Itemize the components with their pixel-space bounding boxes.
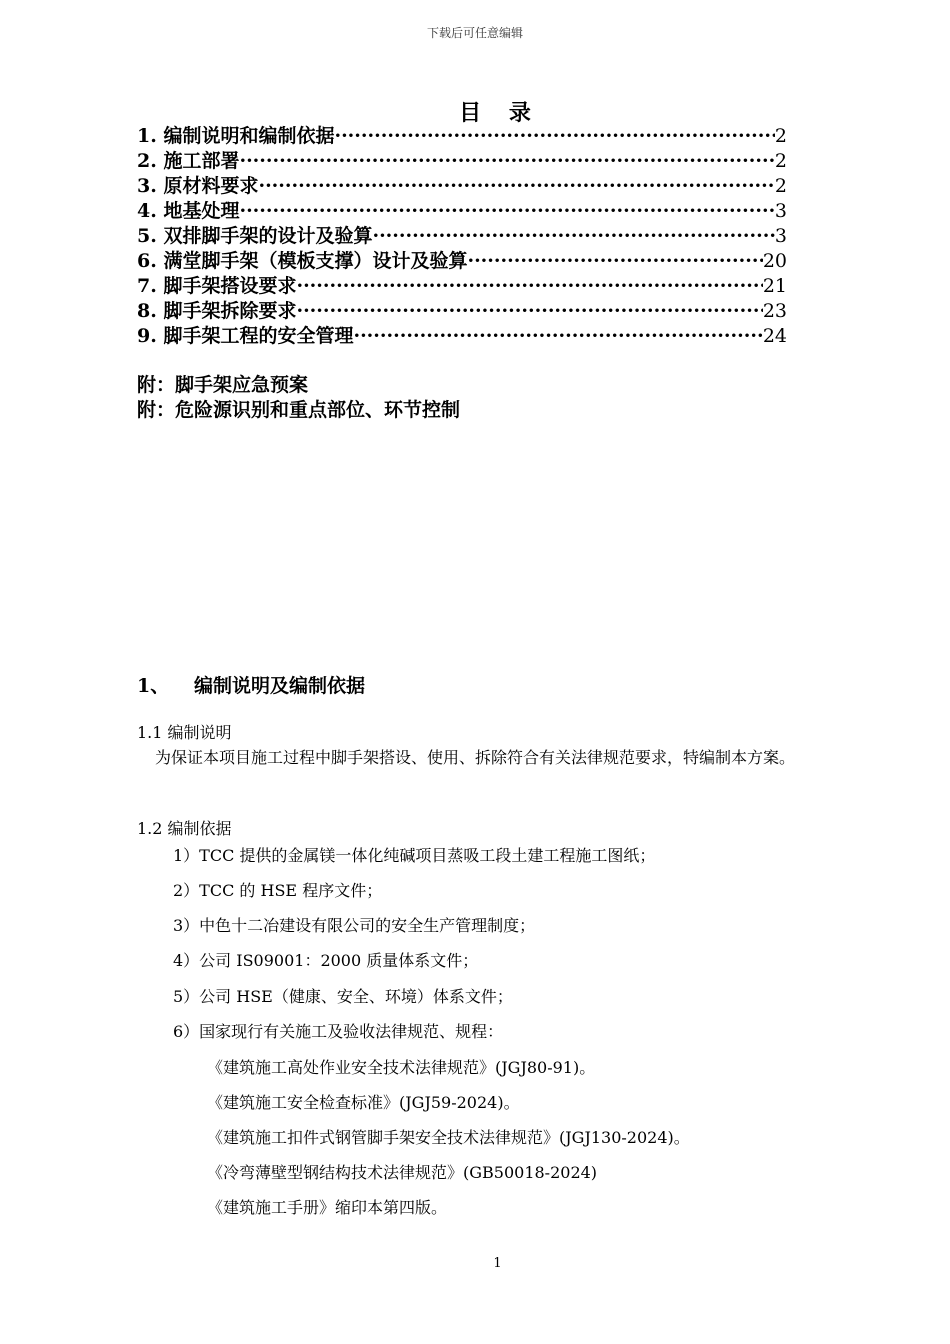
toc-entry-page: 3: [774, 200, 787, 222]
section-title: 编制说明及编制依据: [194, 675, 366, 697]
toc-entry[interactable]: [137, 274, 787, 299]
toc-leader-dots: [334, 124, 774, 149]
toc-entry[interactable]: [137, 324, 787, 349]
basis-item: 4）公司 IS09001：2000 质量体系文件；: [173, 951, 479, 970]
toc-entry-label: 4. 地基处理: [137, 200, 240, 222]
appendix-item: 附：脚手架应急预案: [137, 374, 309, 396]
toc-leader-dots: [296, 299, 762, 324]
basis-item: 3）中色十二冶建设有限公司的安全生产管理制度；: [173, 916, 536, 935]
toc-entry-label: 7. 脚手架搭设要求: [137, 275, 297, 297]
subsection-2-title: 1.2 编制依据: [137, 819, 232, 838]
toc-entry-label: 5. 双排脚手架的设计及验算: [137, 225, 373, 247]
toc-entry-page: 3: [774, 225, 787, 247]
toc-leader-dots: [296, 274, 762, 299]
toc-entry-page: 2: [774, 125, 787, 147]
appendix-list: [137, 373, 460, 423]
toc-entry-page: 24: [762, 325, 787, 347]
subsection-title: [137, 818, 867, 840]
toc-entry-page: 2: [774, 150, 787, 172]
appendix-item: 附：危险源识别和重点部位、环节控制: [137, 399, 461, 421]
paragraph: 为保证本项目施工过程中脚手架搭设、使用、拆除符合有关法律规范要求，特编制本方案。: [155, 748, 796, 767]
toc-entry-label: 9. 脚手架工程的安全管理: [137, 325, 354, 347]
page-number: 1: [493, 1256, 502, 1271]
toc-entry-label: 6. 满堂脚手架（模板支撑）设计及验算: [137, 250, 468, 272]
toc-title: 目 录: [459, 100, 541, 126]
page-header: 下载后可任意编辑: [426, 26, 523, 40]
toc-leader-dots: [239, 199, 774, 224]
standard-item: 《建筑施工扣件式钢管脚手架安全技术法律规范》(JGJ130-2024)。: [207, 1128, 690, 1147]
toc-leader-dots: [239, 149, 774, 174]
toc-entry-label: 1. 编制说明和编制依据: [137, 125, 335, 147]
toc-entry-page: 23: [762, 300, 787, 322]
toc-entry[interactable]: [137, 299, 787, 324]
toc-entry[interactable]: [137, 149, 787, 174]
basis-item: 2）TCC 的 HSE 程序文件；: [173, 881, 383, 900]
basis-item: 6）国家现行有关施工及验收法律规范、规程：: [173, 1022, 504, 1041]
standard-item: 《建筑施工高处作业安全技术法律规范》(JGJ80-91)。: [207, 1058, 596, 1077]
toc-leader-dots: [467, 249, 762, 274]
section-heading: [137, 671, 365, 698]
toc-entry-page: 21: [762, 275, 787, 297]
basis-item: 1）TCC 提供的金属镁一体化纯碱项目蒸吸工段土建工程施工图纸；: [173, 846, 656, 865]
toc-entry[interactable]: [137, 124, 787, 149]
toc-entry-label: 2. 施工部署: [137, 150, 240, 172]
toc-leader-dots: [353, 324, 762, 349]
standard-item: 《冷弯薄壁型钢结构技术法律规范》(GB50018-2024): [207, 1163, 598, 1182]
toc-entry-label: 3. 原材料要求: [137, 175, 259, 197]
subsection-1-title: 1.1 编制说明: [137, 723, 232, 742]
toc-entry-page: 2: [774, 175, 787, 197]
basis-item: 5）公司 HSE（健康、安全、环境）体系文件；: [173, 987, 513, 1006]
toc-entry-page: 20: [762, 250, 787, 272]
toc-entry-label: 8. 脚手架拆除要求: [137, 300, 297, 322]
standard-item: 《建筑施工手册》缩印本第四版。: [207, 1198, 448, 1217]
toc-leader-dots: [258, 174, 774, 199]
toc-entry[interactable]: [137, 174, 787, 199]
table-of-contents: [137, 124, 787, 349]
toc-entry[interactable]: [137, 249, 787, 274]
toc-leader-dots: [372, 224, 774, 249]
standard-item: 《建筑施工安全检查标准》(JGJ59-2024)。: [207, 1093, 520, 1112]
toc-entry[interactable]: [137, 199, 787, 224]
toc-entry[interactable]: [137, 224, 787, 249]
section-number: 1、: [137, 675, 170, 697]
